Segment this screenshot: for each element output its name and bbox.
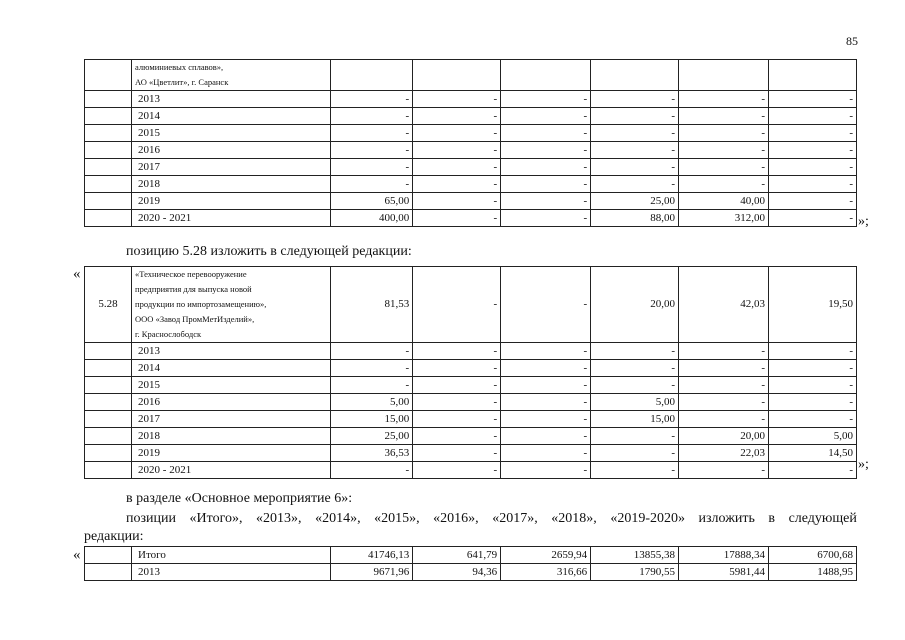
value-cell: 5981,44	[679, 564, 769, 581]
open-quote: «	[73, 547, 81, 563]
table-row	[85, 210, 857, 227]
value-cell: -	[679, 125, 769, 142]
value-cell: 36,53	[331, 445, 413, 462]
value-cell: -	[679, 176, 769, 193]
value-cell: -	[413, 445, 501, 462]
value-cell: -	[413, 176, 501, 193]
row-label: 2017	[132, 159, 331, 176]
table-row	[85, 462, 857, 479]
row-label: 2014	[132, 108, 331, 125]
table-row	[85, 193, 857, 210]
row-label: 2013	[132, 343, 331, 360]
value-cell: 5,00	[331, 394, 413, 411]
table2-end-mark: »;	[858, 457, 869, 472]
value-cell: -	[591, 343, 679, 360]
paragraph-continuation: редакции:	[84, 529, 144, 544]
row-label: 2020 - 2021	[132, 210, 331, 227]
value-cell: 9671,96	[331, 564, 413, 581]
row-label: 2013	[132, 91, 331, 108]
value-cell: -	[501, 108, 591, 125]
value-cell: -	[679, 377, 769, 394]
value-cell: -	[591, 159, 679, 176]
value-cell: 41746,13	[331, 547, 413, 564]
row-label: 2016	[132, 394, 331, 411]
value-cell: 15,00	[591, 411, 679, 428]
value-cell: 94,36	[413, 564, 501, 581]
row-label: 2019	[132, 445, 331, 462]
value-cell: 25,00	[331, 428, 413, 445]
row-label: Итого	[132, 547, 331, 564]
value-cell: -	[769, 210, 857, 227]
row-label: 2015	[132, 125, 331, 142]
row-label: 2013	[132, 564, 331, 581]
page-number: 85	[846, 34, 858, 48]
value-cell: -	[501, 445, 591, 462]
table-row	[85, 394, 857, 411]
value-cell: -	[591, 428, 679, 445]
value-cell: -	[769, 108, 857, 125]
value-cell: -	[679, 108, 769, 125]
paragraph-positions-list: позиции «Итого», «2013», «2014», «2015», «2016», «2017», «2018», «2019-2020» изложить в следующей	[126, 511, 857, 526]
value-cell: -	[331, 377, 413, 394]
value-cell: -	[769, 159, 857, 176]
table-row	[85, 547, 857, 564]
value-cell: -	[679, 343, 769, 360]
value-cell: -	[679, 360, 769, 377]
value-cell: -	[331, 125, 413, 142]
value-cell: 20,00	[679, 428, 769, 445]
value-cell: -	[413, 377, 501, 394]
value-cell: 25,00	[591, 193, 679, 210]
value-cell: 2659,94	[501, 547, 591, 564]
value-cell: 641,79	[413, 547, 501, 564]
value-cell: 65,00	[331, 193, 413, 210]
value-cell: 5,00	[591, 394, 679, 411]
value-cell: -	[769, 462, 857, 479]
value-cell: -	[591, 445, 679, 462]
value-cell: -	[769, 343, 857, 360]
value-cell: -	[501, 377, 591, 394]
value-cell: 1790,55	[591, 564, 679, 581]
value-cell: 5,00	[769, 428, 857, 445]
row-label: 2015	[132, 377, 331, 394]
value-cell: 15,00	[331, 411, 413, 428]
value-cell: 13855,38	[591, 547, 679, 564]
value-cell: -	[501, 411, 591, 428]
value-cell: -	[769, 125, 857, 142]
row-label: 2017	[132, 411, 331, 428]
value-cell: 1488,95	[769, 564, 857, 581]
value-cell: -	[769, 193, 857, 210]
value-cell: -	[591, 176, 679, 193]
value-cell: -	[413, 108, 501, 125]
value-cell: -	[679, 462, 769, 479]
value-cell: -	[413, 343, 501, 360]
value-cell: -	[591, 91, 679, 108]
value-cell: -	[679, 159, 769, 176]
table-continued	[84, 59, 857, 227]
value-cell: -	[331, 343, 413, 360]
value-cell: -	[501, 343, 591, 360]
value-cell: -	[413, 360, 501, 377]
value-cell: 40,00	[679, 193, 769, 210]
value-cell: 22,03	[679, 445, 769, 462]
value-cell: 17888,34	[679, 547, 769, 564]
value-cell: -	[769, 360, 857, 377]
value-cell: -	[591, 360, 679, 377]
value-cell: 88,00	[591, 210, 679, 227]
row-label: 2020 - 2021	[132, 462, 331, 479]
value-cell: -	[413, 159, 501, 176]
table-row	[85, 428, 857, 445]
value-cell: -	[413, 91, 501, 108]
paragraph-position-5-28: позицию 5.28 изложить в следующей редакции:	[126, 244, 412, 259]
value-cell: -	[501, 159, 591, 176]
table-row	[85, 142, 857, 159]
table-row	[85, 125, 857, 142]
value-cell: -	[769, 394, 857, 411]
value-cell: 14,50	[769, 445, 857, 462]
value-cell: -	[591, 142, 679, 159]
value-cell: -	[769, 411, 857, 428]
value-cell: -	[769, 142, 857, 159]
value-cell: -	[591, 125, 679, 142]
value-cell: -	[501, 193, 591, 210]
open-quote: «	[73, 266, 81, 282]
project-name-cell: «Техническое перевооружение предприятия для выпуска новой продукции по импортозамещению», ООО «Завод ПромМетИзделий», г. Краснослободск	[132, 267, 331, 343]
value-cell: -	[331, 91, 413, 108]
value-cell: -	[413, 394, 501, 411]
table-row	[85, 108, 857, 125]
value-cell: 312,00	[679, 210, 769, 227]
value-cell: -	[501, 91, 591, 108]
value-cell: -	[501, 462, 591, 479]
value-cell: -	[413, 125, 501, 142]
value-cell: -	[679, 411, 769, 428]
value-cell: -	[769, 176, 857, 193]
value-cell: -	[331, 108, 413, 125]
table-row	[85, 343, 857, 360]
value-cell: -	[413, 462, 501, 479]
value-cell: -	[591, 462, 679, 479]
table-row	[85, 91, 857, 108]
value-cell: -	[331, 159, 413, 176]
table1-end-mark: »;	[858, 214, 869, 229]
value-cell: -	[591, 377, 679, 394]
table-row	[85, 159, 857, 176]
value-cell: -	[501, 210, 591, 227]
value-cell: -	[331, 142, 413, 159]
table-row	[85, 445, 857, 462]
row-label: 2014	[132, 360, 331, 377]
value-cell: -	[501, 428, 591, 445]
table-row	[85, 360, 857, 377]
row-label: 2018	[132, 176, 331, 193]
value-cell: -	[331, 462, 413, 479]
table-row	[85, 60, 857, 91]
value-cell: -	[413, 142, 501, 159]
table-position-5-28	[84, 266, 857, 479]
value-cell: -	[413, 210, 501, 227]
value-cell: -	[769, 91, 857, 108]
value-cell: 400,00	[331, 210, 413, 227]
table-row	[85, 176, 857, 193]
value-cell: 316,66	[501, 564, 591, 581]
value-cell: -	[413, 411, 501, 428]
value-cell: -	[501, 176, 591, 193]
table-section-6	[84, 546, 857, 581]
value-cell: -	[413, 428, 501, 445]
value-cell: -	[679, 142, 769, 159]
value-cell: -	[679, 91, 769, 108]
value-cell: -	[769, 377, 857, 394]
value-cell: -	[501, 360, 591, 377]
project-name-cell: алюминиевых сплавов», АО «Цветлит», г. Саранск	[132, 60, 331, 91]
value-cell: -	[679, 394, 769, 411]
table-row	[85, 377, 857, 394]
position-index: 5.28	[85, 267, 132, 343]
table-row	[85, 411, 857, 428]
value-cell: -	[413, 193, 501, 210]
paragraph-section-6: в разделе «Основное мероприятие 6»:	[126, 491, 353, 506]
value-cell: -	[591, 108, 679, 125]
table-row	[85, 564, 857, 581]
value-cell: -	[501, 142, 591, 159]
value-cell: 6700,68	[769, 547, 857, 564]
row-label: 2016	[132, 142, 331, 159]
row-label: 2018	[132, 428, 331, 445]
value-cell: -	[501, 125, 591, 142]
row-label: 2019	[132, 193, 331, 210]
table-row: 5.28 «Техническое перевооружение предприятия для выпуска новой продукции по импортозамещению», ООО «Завод ПромМетИзделий», г. Краснослободск 81,53 - - 20,00 42,03 19,50	[85, 267, 857, 343]
value-cell: -	[331, 176, 413, 193]
value-cell: -	[501, 394, 591, 411]
value-cell: -	[331, 360, 413, 377]
